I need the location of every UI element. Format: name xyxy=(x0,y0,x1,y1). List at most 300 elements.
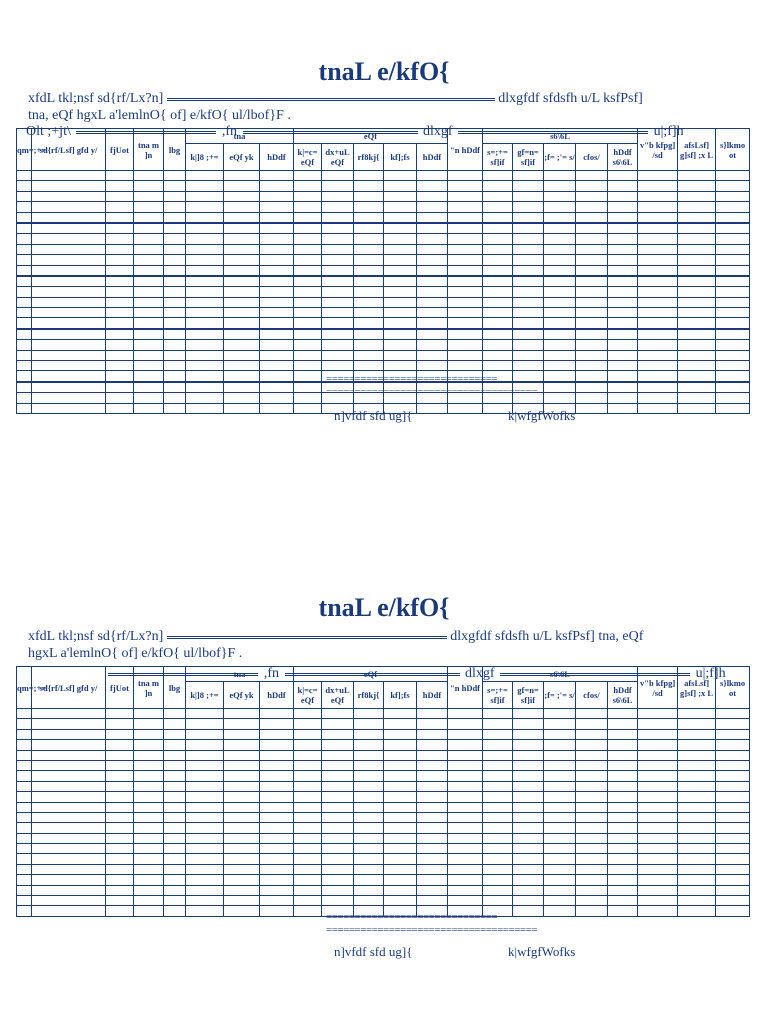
table-cell xyxy=(134,318,164,329)
table-cell xyxy=(17,403,32,413)
table-cell xyxy=(417,244,448,254)
table-cell xyxy=(678,771,716,781)
table-cell xyxy=(106,729,134,739)
table-cell xyxy=(448,350,483,360)
table-cell xyxy=(608,792,638,802)
table-cell xyxy=(576,308,608,318)
table-cell xyxy=(294,371,322,382)
table-cell xyxy=(576,760,608,770)
table-cell xyxy=(384,191,417,201)
table-cell xyxy=(354,287,384,297)
table-cell xyxy=(260,276,294,287)
table-cell xyxy=(224,371,260,382)
table-cell xyxy=(544,181,576,191)
table-cell xyxy=(17,212,32,223)
table-row xyxy=(17,329,750,340)
table-cell xyxy=(354,864,384,874)
table-cell xyxy=(260,393,294,403)
table-cell xyxy=(638,393,678,403)
table-cell xyxy=(384,823,417,833)
table-cell xyxy=(186,318,224,329)
table-cell xyxy=(186,906,224,916)
table-cell xyxy=(134,212,164,223)
table-row xyxy=(17,709,750,719)
salary-form-top xyxy=(0,56,768,423)
table-cell xyxy=(17,760,32,770)
table-cell xyxy=(483,709,513,719)
table-cell xyxy=(106,896,134,906)
table-cell xyxy=(513,709,544,719)
table-cell xyxy=(513,244,544,254)
table-cell xyxy=(417,265,448,276)
table-cell xyxy=(638,202,678,212)
table-cell xyxy=(17,729,32,739)
table-cell xyxy=(513,265,544,276)
table-cell xyxy=(186,403,224,413)
table-cell xyxy=(448,792,483,802)
table-cell xyxy=(260,750,294,760)
table-cell xyxy=(224,191,260,201)
table-cell xyxy=(354,171,384,181)
table-cell xyxy=(384,760,417,770)
table-cell xyxy=(384,318,417,329)
table-cell xyxy=(608,340,638,350)
table-cell xyxy=(384,833,417,843)
signature-line-1: ============================== xyxy=(326,911,498,923)
table-cell xyxy=(544,740,576,750)
table-cell xyxy=(608,329,638,340)
table-cell xyxy=(513,340,544,350)
table-cell xyxy=(32,740,106,750)
table-cell xyxy=(106,792,134,802)
table-cell xyxy=(384,709,417,719)
table-cell xyxy=(322,875,354,885)
table-cell xyxy=(32,844,106,854)
table-cell xyxy=(134,265,164,276)
col-serial: qm=;+= xyxy=(17,667,32,709)
table-cell xyxy=(576,854,608,864)
table-cell xyxy=(544,340,576,350)
table-cell xyxy=(354,223,384,234)
table-cell xyxy=(448,823,483,833)
table-cell xyxy=(134,906,164,916)
table-cell xyxy=(608,287,638,297)
table-cell xyxy=(294,719,322,729)
table-cell xyxy=(608,371,638,382)
table-cell xyxy=(224,212,260,223)
col-post: fjUot xyxy=(106,667,134,709)
month-label: dlxgf xyxy=(465,666,495,681)
table-cell xyxy=(716,371,750,382)
table-cell xyxy=(513,729,544,739)
table-cell xyxy=(17,350,32,360)
table-cell xyxy=(608,823,638,833)
table-cell xyxy=(716,234,750,244)
table-cell xyxy=(483,350,513,360)
table-row xyxy=(17,812,750,822)
table-cell xyxy=(32,812,106,822)
intro-line1-left: xfdL tkl;nsf sd{rf/Lx?n] xyxy=(28,629,164,644)
table-cell xyxy=(17,875,32,885)
table-cell xyxy=(716,223,750,234)
table-cell xyxy=(32,823,106,833)
table-cell xyxy=(354,191,384,201)
table-cell xyxy=(513,361,544,371)
intro-line1-left: xfdL tkl;nsf sd{rf/Lx?n] xyxy=(28,91,164,106)
table-cell xyxy=(678,234,716,244)
table-cell xyxy=(106,308,134,318)
table-cell xyxy=(638,244,678,254)
table-cell xyxy=(164,709,186,719)
table-cell xyxy=(576,906,608,916)
table-cell xyxy=(417,864,448,874)
col-salary-rate: tna m ]n xyxy=(134,129,164,171)
table-cell xyxy=(483,223,513,234)
table-cell xyxy=(32,864,106,874)
table-cell xyxy=(608,191,638,201)
table-cell xyxy=(186,340,224,350)
table-cell xyxy=(576,382,608,393)
col-extra: eQf yk xyxy=(224,682,260,709)
table-cell xyxy=(32,287,106,297)
table-cell xyxy=(134,833,164,843)
table-cell xyxy=(354,318,384,329)
table-cell xyxy=(322,212,354,223)
table-cell xyxy=(513,812,544,822)
table-cell xyxy=(608,760,638,770)
table-cell xyxy=(17,234,32,244)
table-cell xyxy=(513,181,544,191)
table-cell xyxy=(608,906,638,916)
table-row xyxy=(17,244,750,254)
table-cell xyxy=(106,297,134,307)
table-cell xyxy=(417,740,448,750)
table-cell xyxy=(354,854,384,864)
table-row xyxy=(17,740,750,750)
table-cell xyxy=(608,212,638,223)
table-cell xyxy=(164,329,186,340)
table-cell xyxy=(384,740,417,750)
table-cell xyxy=(106,885,134,895)
table-row xyxy=(17,308,750,318)
table-cell xyxy=(384,885,417,895)
table-cell xyxy=(224,403,260,413)
table-cell xyxy=(32,202,106,212)
table-cell xyxy=(678,906,716,916)
table-cell xyxy=(134,750,164,760)
table-cell xyxy=(294,760,322,770)
table-cell xyxy=(716,329,750,340)
table-cell xyxy=(544,854,576,864)
table-cell xyxy=(106,276,134,287)
table-cell xyxy=(544,833,576,843)
table-cell xyxy=(638,371,678,382)
table-cell xyxy=(354,771,384,781)
table-cell xyxy=(384,771,417,781)
table-cell xyxy=(384,750,417,760)
table-cell xyxy=(513,318,544,329)
table-cell xyxy=(164,265,186,276)
table-cell xyxy=(134,781,164,791)
table-cell xyxy=(354,729,384,739)
table-cell xyxy=(448,361,483,371)
table-cell xyxy=(576,750,608,760)
table-row xyxy=(17,885,750,895)
form-intro xyxy=(28,90,738,124)
table-cell xyxy=(32,382,106,393)
table-cell xyxy=(448,318,483,329)
table-cell xyxy=(294,382,322,393)
page-label: u|;f]h xyxy=(695,666,726,681)
table-cell xyxy=(322,223,354,234)
table-cell xyxy=(716,340,750,350)
table-cell xyxy=(322,823,354,833)
table-cell xyxy=(186,244,224,254)
table-cell xyxy=(224,393,260,403)
table-cell xyxy=(448,340,483,350)
table-cell xyxy=(678,212,716,223)
table-cell xyxy=(354,833,384,843)
table-cell xyxy=(544,792,576,802)
table-cell xyxy=(678,191,716,201)
table-cell xyxy=(638,885,678,895)
table-cell xyxy=(448,287,483,297)
table-cell xyxy=(106,812,134,822)
table-cell xyxy=(294,864,322,874)
table-cell xyxy=(224,750,260,760)
table-cell xyxy=(164,740,186,750)
table-cell xyxy=(32,719,106,729)
table-cell xyxy=(544,276,576,287)
table-cell xyxy=(260,802,294,812)
table-cell xyxy=(638,760,678,770)
table-cell xyxy=(164,719,186,729)
table-cell xyxy=(417,750,448,760)
table-cell xyxy=(224,234,260,244)
table-cell xyxy=(544,329,576,340)
table-cell xyxy=(716,191,750,201)
table-cell xyxy=(294,318,322,329)
table-cell xyxy=(186,255,224,265)
table-cell xyxy=(164,340,186,350)
table-cell xyxy=(417,361,448,371)
table-cell xyxy=(134,371,164,382)
table-cell xyxy=(513,223,544,234)
table-cell xyxy=(134,171,164,181)
table-cell xyxy=(448,885,483,895)
col-remarks: s}lkmo ot xyxy=(716,129,750,171)
table-cell xyxy=(483,750,513,760)
table-cell xyxy=(576,223,608,234)
table-cell xyxy=(322,308,354,318)
table-cell xyxy=(32,885,106,895)
table-row xyxy=(17,318,750,329)
table-cell xyxy=(576,729,608,739)
table-cell xyxy=(678,844,716,854)
table-cell xyxy=(224,802,260,812)
table-cell xyxy=(384,896,417,906)
table-cell xyxy=(513,875,544,885)
col-allowance-pa: k|=c= eQf xyxy=(294,682,322,709)
table-cell xyxy=(483,244,513,254)
table-cell xyxy=(513,329,544,340)
table-cell xyxy=(576,771,608,781)
table-cell xyxy=(134,844,164,854)
table-cell xyxy=(164,833,186,843)
col-allowance-dearness: dx+uL eQf xyxy=(322,682,354,709)
table-cell xyxy=(164,393,186,403)
table-cell xyxy=(417,771,448,781)
table-cell xyxy=(134,760,164,770)
table-cell xyxy=(134,276,164,287)
table-cell xyxy=(224,885,260,895)
table-cell xyxy=(134,297,164,307)
table-cell xyxy=(448,709,483,719)
table-cell xyxy=(294,212,322,223)
col-allowance-total: hDdf xyxy=(417,682,448,709)
table-cell xyxy=(448,760,483,770)
table-cell xyxy=(294,223,322,234)
table-cell xyxy=(322,729,354,739)
table-cell xyxy=(716,740,750,750)
col-post: fjUot xyxy=(106,129,134,171)
table-cell xyxy=(106,760,134,770)
table-cell xyxy=(106,244,134,254)
table-cell xyxy=(638,771,678,781)
table-cell xyxy=(224,329,260,340)
table-cell xyxy=(17,823,32,833)
table-cell xyxy=(678,885,716,895)
table-cell xyxy=(186,760,224,770)
table-cell xyxy=(134,812,164,822)
table-cell xyxy=(716,255,750,265)
table-cell xyxy=(260,340,294,350)
table-cell xyxy=(638,191,678,201)
table-cell xyxy=(678,403,716,413)
table-cell xyxy=(448,329,483,340)
table-cell xyxy=(448,740,483,750)
table-cell xyxy=(513,191,544,201)
table-cell xyxy=(638,719,678,729)
table-cell xyxy=(17,181,32,191)
table-cell xyxy=(576,318,608,329)
table-cell xyxy=(32,350,106,360)
table-cell xyxy=(638,276,678,287)
table-cell xyxy=(608,771,638,781)
salary-table xyxy=(16,128,750,414)
table-cell xyxy=(576,875,608,885)
table-cell xyxy=(483,771,513,781)
table-cell xyxy=(354,265,384,276)
table-cell xyxy=(678,812,716,822)
signature-line-1: ============================== xyxy=(326,373,498,385)
table-cell xyxy=(224,854,260,864)
table-cell xyxy=(106,393,134,403)
table-cell xyxy=(384,854,417,864)
table-cell xyxy=(32,802,106,812)
table-cell xyxy=(448,781,483,791)
table-cell xyxy=(224,382,260,393)
table-cell xyxy=(17,244,32,254)
table-cell xyxy=(322,781,354,791)
form-intro xyxy=(28,628,738,662)
table-cell xyxy=(224,350,260,360)
table-cell xyxy=(164,864,186,874)
table-cell xyxy=(483,340,513,350)
table-cell xyxy=(576,781,608,791)
table-cell xyxy=(417,729,448,739)
table-cell xyxy=(384,276,417,287)
table-cell xyxy=(638,812,678,822)
table-cell xyxy=(678,823,716,833)
table-cell xyxy=(260,740,294,750)
table-cell xyxy=(448,223,483,234)
col-income-tax: cfos/ xyxy=(576,144,608,171)
table-cell xyxy=(186,287,224,297)
table-cell xyxy=(32,171,106,181)
table-cell xyxy=(294,171,322,181)
table-cell xyxy=(186,719,224,729)
table-cell xyxy=(164,781,186,791)
table-cell xyxy=(186,750,224,760)
table-cell xyxy=(513,740,544,750)
table-cell xyxy=(294,740,322,750)
table-cell xyxy=(638,729,678,739)
table-cell xyxy=(678,802,716,812)
col-serial: qm=;+= xyxy=(17,129,32,171)
table-cell xyxy=(576,833,608,843)
table-cell xyxy=(638,844,678,854)
table-cell xyxy=(186,223,224,234)
table-cell xyxy=(417,255,448,265)
table-cell xyxy=(294,350,322,360)
table-cell xyxy=(32,276,106,287)
table-cell xyxy=(106,875,134,885)
table-cell xyxy=(384,350,417,360)
table-cell xyxy=(17,854,32,864)
table-cell xyxy=(164,802,186,812)
table-cell xyxy=(483,308,513,318)
table-cell xyxy=(638,255,678,265)
table-cell xyxy=(260,709,294,719)
table-cell xyxy=(134,255,164,265)
table-cell xyxy=(186,729,224,739)
table-cell xyxy=(260,781,294,791)
table-cell xyxy=(544,823,576,833)
table-cell xyxy=(134,802,164,812)
table-cell xyxy=(32,318,106,329)
table-cell xyxy=(576,350,608,360)
table-cell xyxy=(134,740,164,750)
table-cell xyxy=(716,854,750,864)
table-cell xyxy=(294,854,322,864)
table-cell xyxy=(260,771,294,781)
table-cell xyxy=(384,255,417,265)
table-cell xyxy=(544,191,576,201)
table-cell xyxy=(483,823,513,833)
table-cell xyxy=(32,329,106,340)
table-row xyxy=(17,854,750,864)
table-cell xyxy=(513,792,544,802)
table-cell xyxy=(186,181,224,191)
table-cell xyxy=(260,265,294,276)
table-cell xyxy=(32,234,106,244)
table-cell xyxy=(186,792,224,802)
table-cell xyxy=(638,833,678,843)
table-cell xyxy=(164,244,186,254)
table-cell xyxy=(544,760,576,770)
table-cell xyxy=(322,329,354,340)
